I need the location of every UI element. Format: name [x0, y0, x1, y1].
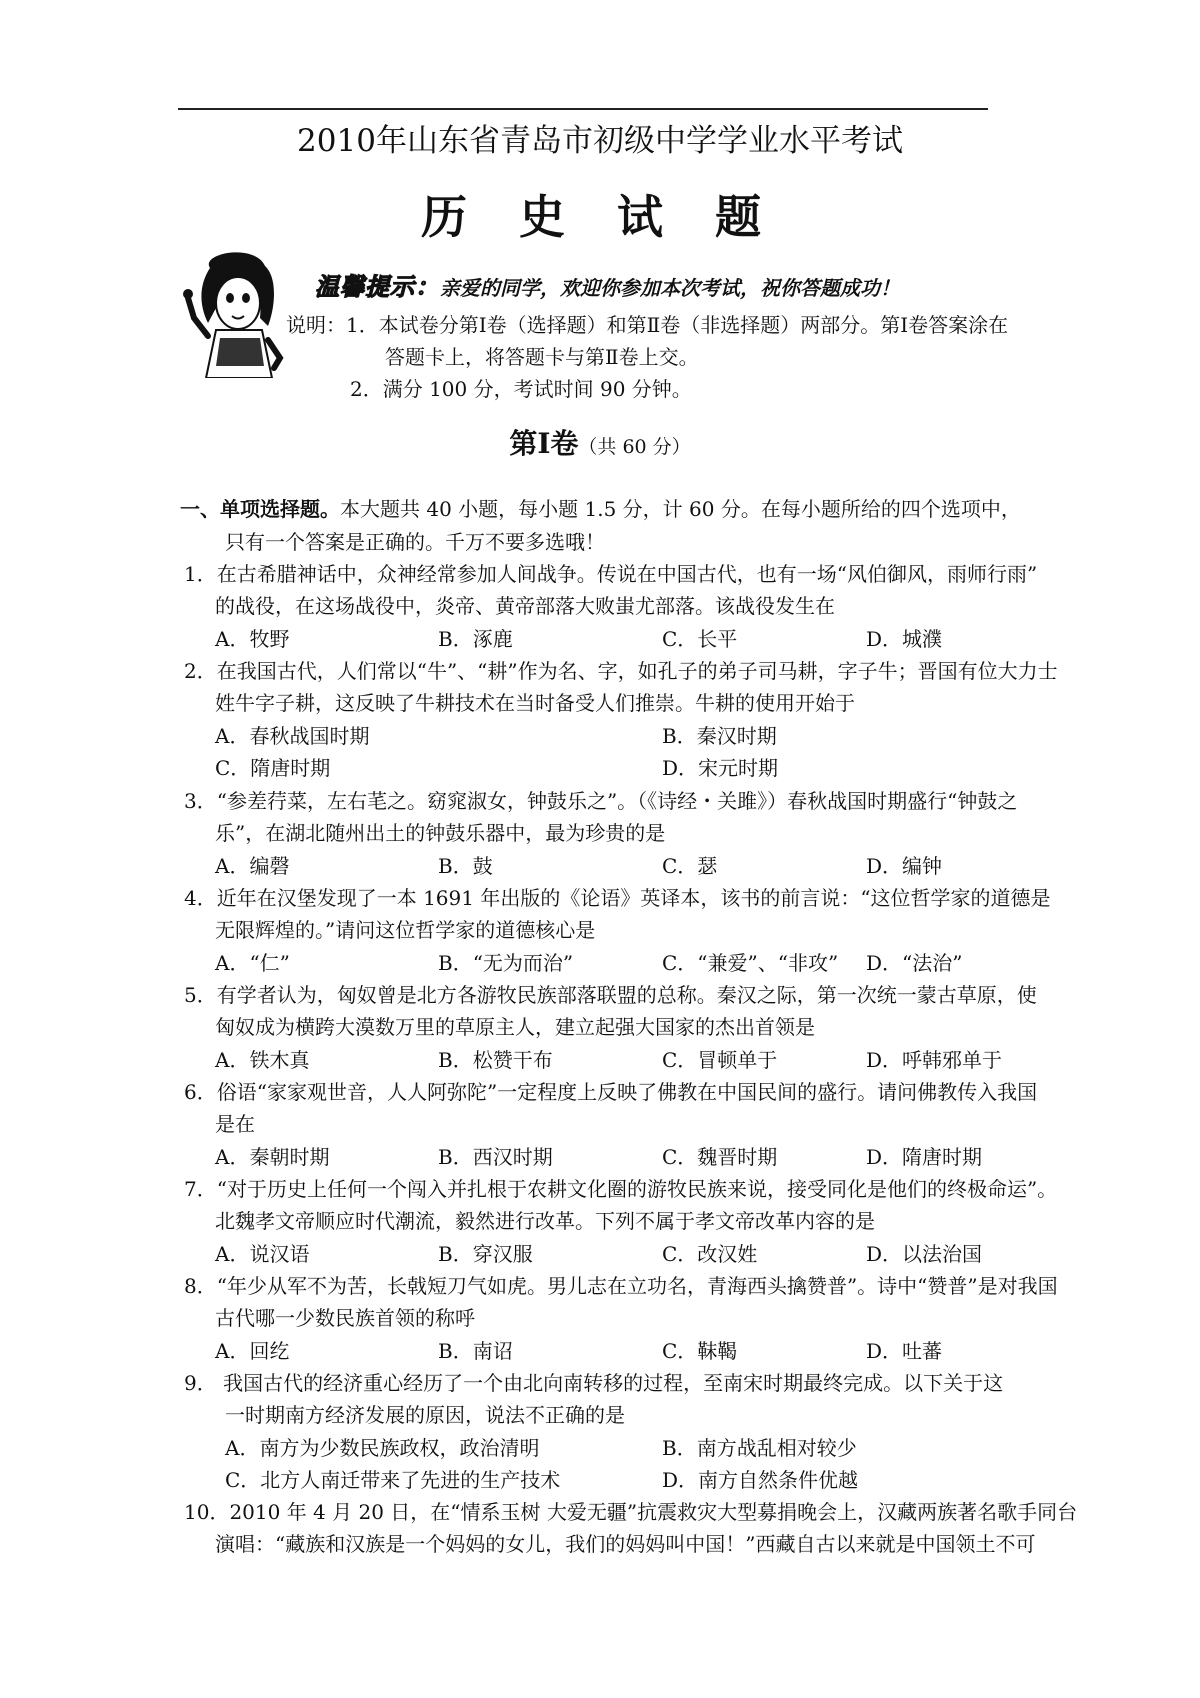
q3-option-a: A．编磬	[215, 854, 290, 878]
q1-option-b: B．涿鹿	[438, 627, 513, 651]
q7-line2: 北魏孝文帝顺应时代潮流，毅然进行改革。下列不属于孝文帝改革内容的是	[215, 1209, 875, 1233]
q4-option-a: A．“仁”	[215, 951, 290, 975]
q9-line2: 一时期南方经济发展的原因，说法不正确的是	[225, 1403, 625, 1427]
q9-option-b: B．南方战乱相对较少	[662, 1436, 857, 1460]
q2-line2: 姓牛字子耕，这反映了牛耕技术在当时备受人们推崇。牛耕的使用开始于	[215, 691, 855, 715]
q7-option-b: B．穿汉服	[438, 1242, 533, 1266]
q10-line2: 演唱：“藏族和汉族是一个妈妈的女儿，我们的妈妈叫中国！”西藏自古以来就是中国领土不可	[215, 1532, 1036, 1556]
section-title: 第Ⅰ卷	[509, 427, 579, 460]
q3-line1: 3．“参差荇菜，左右芼之。窈窕淑女，钟鼓乐之”。（《诗经・关雎》）春秋战国时期盛行“钟鼓之	[184, 789, 1018, 813]
q6-option-b: B．西汉时期	[438, 1145, 553, 1169]
q5-line1: 5．有学者认为，匈奴曾是北方各游牧民族部落联盟的总称。秦汉之际，第一次统一蒙古草原，使	[184, 983, 1037, 1007]
q4-option-d: D．“法治”	[866, 951, 963, 975]
exam-title: 2010年山东省青岛市初级中学学业水平考试	[297, 123, 903, 159]
instruction-item1-text: 1．本试卷分第Ⅰ卷（选择题）和第Ⅱ卷（非选择题）两部分。第Ⅰ卷答案涂在	[346, 313, 1009, 337]
q9-option-d: D．南方自然条件优越	[662, 1468, 859, 1492]
q8-option-b: B．南诏	[438, 1339, 513, 1363]
q5-option-a: A．铁木真	[215, 1048, 310, 1072]
q3-option-c: C．瑟	[662, 854, 718, 878]
q7-option-d: D．以法治国	[866, 1242, 983, 1266]
q1-line2: 的战役，在这场战役中，炎帝、黄帝部落大败蚩尤部落。该战役发生在	[215, 594, 835, 618]
q8-line1: 8．“年少从军不为苦，长戟短刀气如虎。男儿志在立功名，青海西头擒赞普”。诗中“赞普”是对我国	[184, 1274, 1058, 1298]
instruction-item1-line1	[286, 310, 1008, 340]
tip-text: 亲爱的同学，欢迎你参加本次考试，祝你答题成功！	[440, 276, 900, 300]
q6-line1: 6．俗语“家家观世音，人人阿弥陀”一定程度上反映了佛教在中国民间的盛行。请问佛教传入我国	[184, 1080, 1038, 1104]
q4-line1: 4．近年在汉堡发现了一本 1691 年出版的《论语》英译本，该书的前言说：“这位哲学家的道德是	[184, 886, 1051, 910]
q1-line1: 1．在古希腊神话中，众神经常参加人间战争。传说在中国古代，也有一场“风伯御风，雨师行雨”	[184, 562, 1038, 586]
q2-option-d: D．宋元时期	[662, 756, 779, 780]
q5-line2: 匈奴成为横跨大漠数万里的草原主人，建立起强大国家的杰出首领是	[215, 1015, 815, 1039]
q3-line2: 乐”，在湖北随州出土的钟鼓乐器中，最为珍贵的是	[215, 821, 666, 845]
q6-line2: 是在	[215, 1112, 255, 1136]
q9-line1: 9． 我国古代的经济重心经历了一个由北向南转移的过程，至南宋时期最终完成。以下关于这	[184, 1371, 1004, 1395]
q1-option-d: D．城濮	[866, 627, 943, 651]
q10-line1: 10．2010 年 4 月 20 日，在“情系玉树 大爱无疆”抗震救灾大型募捐晚会上，汉藏两族著名歌手同台	[184, 1500, 1078, 1524]
warm-tip	[315, 272, 900, 303]
tip-label: 温馨提示：	[315, 272, 440, 301]
q4-option-b: B．“无为而治”	[438, 951, 574, 975]
q2-option-c: C．隋唐时期	[215, 756, 331, 780]
q7-option-a: A．说汉语	[215, 1242, 310, 1266]
part1-desc-line1: 本大题共 40 小题，每小题 1.5 分，计 60 分。在每小题所给的四个选项中，	[340, 497, 1021, 521]
q9-option-a: A．南方为少数民族政权，政治清明	[225, 1436, 540, 1460]
q4-line2: 无限辉煌的。”请问这位哲学家的道德核心是	[215, 918, 596, 942]
q2-line1: 2．在我国古代，人们常以“牛”、“耕”作为名、字，如孔子的弟子司马耕，字子牛；晋国有位大力士	[184, 659, 1058, 683]
q8-option-c: C．靺鞨	[662, 1339, 738, 1363]
instruction-item1-line2: 答题卡上，将答题卡与第Ⅱ卷上交。	[385, 345, 699, 369]
q7-option-c: C．改汉姓	[662, 1242, 758, 1266]
q6-option-c: C．魏晋时期	[662, 1145, 778, 1169]
q8-line2: 古代哪一少数民族首领的称呼	[215, 1306, 475, 1330]
part1-heading-line	[180, 494, 1021, 524]
q3-option-b: B．鼓	[438, 854, 493, 878]
q2-option-a: A．春秋战国时期	[215, 724, 370, 748]
top-rule	[178, 108, 988, 110]
q2-option-b: B．秦汉时期	[662, 724, 777, 748]
q4-option-c: C．“兼爱”、“非攻”	[662, 951, 839, 975]
q3-option-d: D．编钟	[866, 854, 943, 878]
section-heading	[0, 424, 1200, 468]
q6-option-a: A．秦朝时期	[215, 1145, 330, 1169]
q6-option-d: D．隋唐时期	[866, 1145, 983, 1169]
instruction-prefix: 说明：	[286, 313, 346, 337]
section-score: （共 60 分）	[578, 436, 691, 458]
q1-option-a: A．牧野	[215, 627, 290, 651]
q1-option-c: C．长平	[662, 627, 738, 651]
subject-title: 历 史 试 题	[420, 190, 780, 244]
q5-option-c: C．冒顿单于	[662, 1048, 778, 1072]
q7-line1: 7．“对于历史上任何一个闯入并扎根于农耕文化圈的游牧民族来说，接受同化是他们的终极命运”。	[184, 1177, 1058, 1201]
q5-option-d: D．呼韩邪单于	[866, 1048, 1003, 1072]
instruction-item2: 2．满分 100 分，考试时间 90 分钟。	[350, 377, 692, 401]
q9-option-c: C．北方人南迁带来了先进的生产技术	[225, 1468, 561, 1492]
q8-option-d: D．吐蕃	[866, 1339, 943, 1363]
mascot-girl-icon	[180, 248, 288, 378]
part1-heading: 一、单项选择题。	[180, 497, 340, 521]
part1-desc-line2: 只有一个答案是正确的。千万不要多选哦！	[225, 530, 605, 554]
q5-option-b: B．松赞干布	[438, 1048, 553, 1072]
q8-option-a: A．回纥	[215, 1339, 290, 1363]
